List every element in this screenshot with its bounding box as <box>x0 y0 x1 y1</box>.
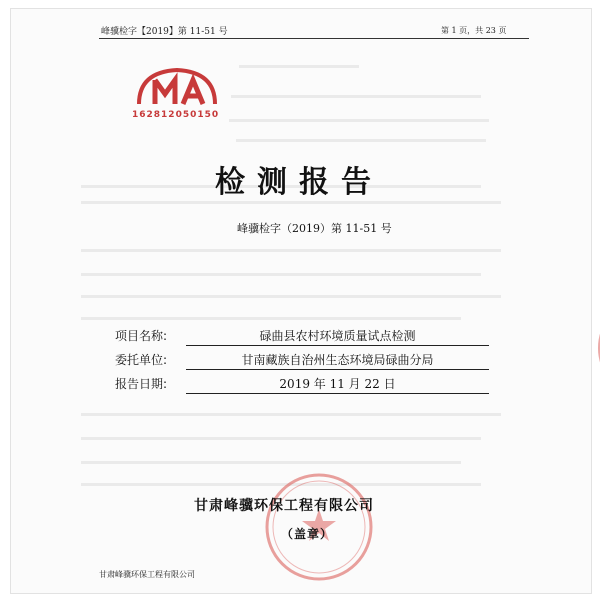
footer-company-name: 甘肃峰骥环保工程有限公司 <box>99 570 195 579</box>
project-name-value: 碌曲县农村环境质量试点检测 <box>186 327 489 346</box>
side-seal-fragment-icon <box>585 313 600 383</box>
seal-label: （盖章） <box>281 527 334 541</box>
header-divider <box>99 38 529 39</box>
report-number: 峰骥检字（2019）第 11-51 号 <box>237 222 392 235</box>
report-date-label: 报告日期: <box>115 377 168 391</box>
header-document-number: 峰骥检字【2019】第 11-51 号 <box>101 27 228 37</box>
company-name: 甘肃峰骥环保工程有限公司 <box>194 498 374 514</box>
client-label: 委托单位: <box>115 353 168 367</box>
client-value: 甘南藏族自治州生态环境局碌曲分局 <box>186 351 489 370</box>
header-page-count: 第 1 页，共 23 页 <box>441 26 507 35</box>
project-name-label: 项目名称: <box>115 329 168 343</box>
report-date-value: 2019 年 11 月 22 日 <box>186 375 489 394</box>
report-page <box>10 8 592 594</box>
cma-certificate-number: 162812050150 <box>132 110 220 120</box>
page-title: 检测报告 <box>215 165 383 200</box>
